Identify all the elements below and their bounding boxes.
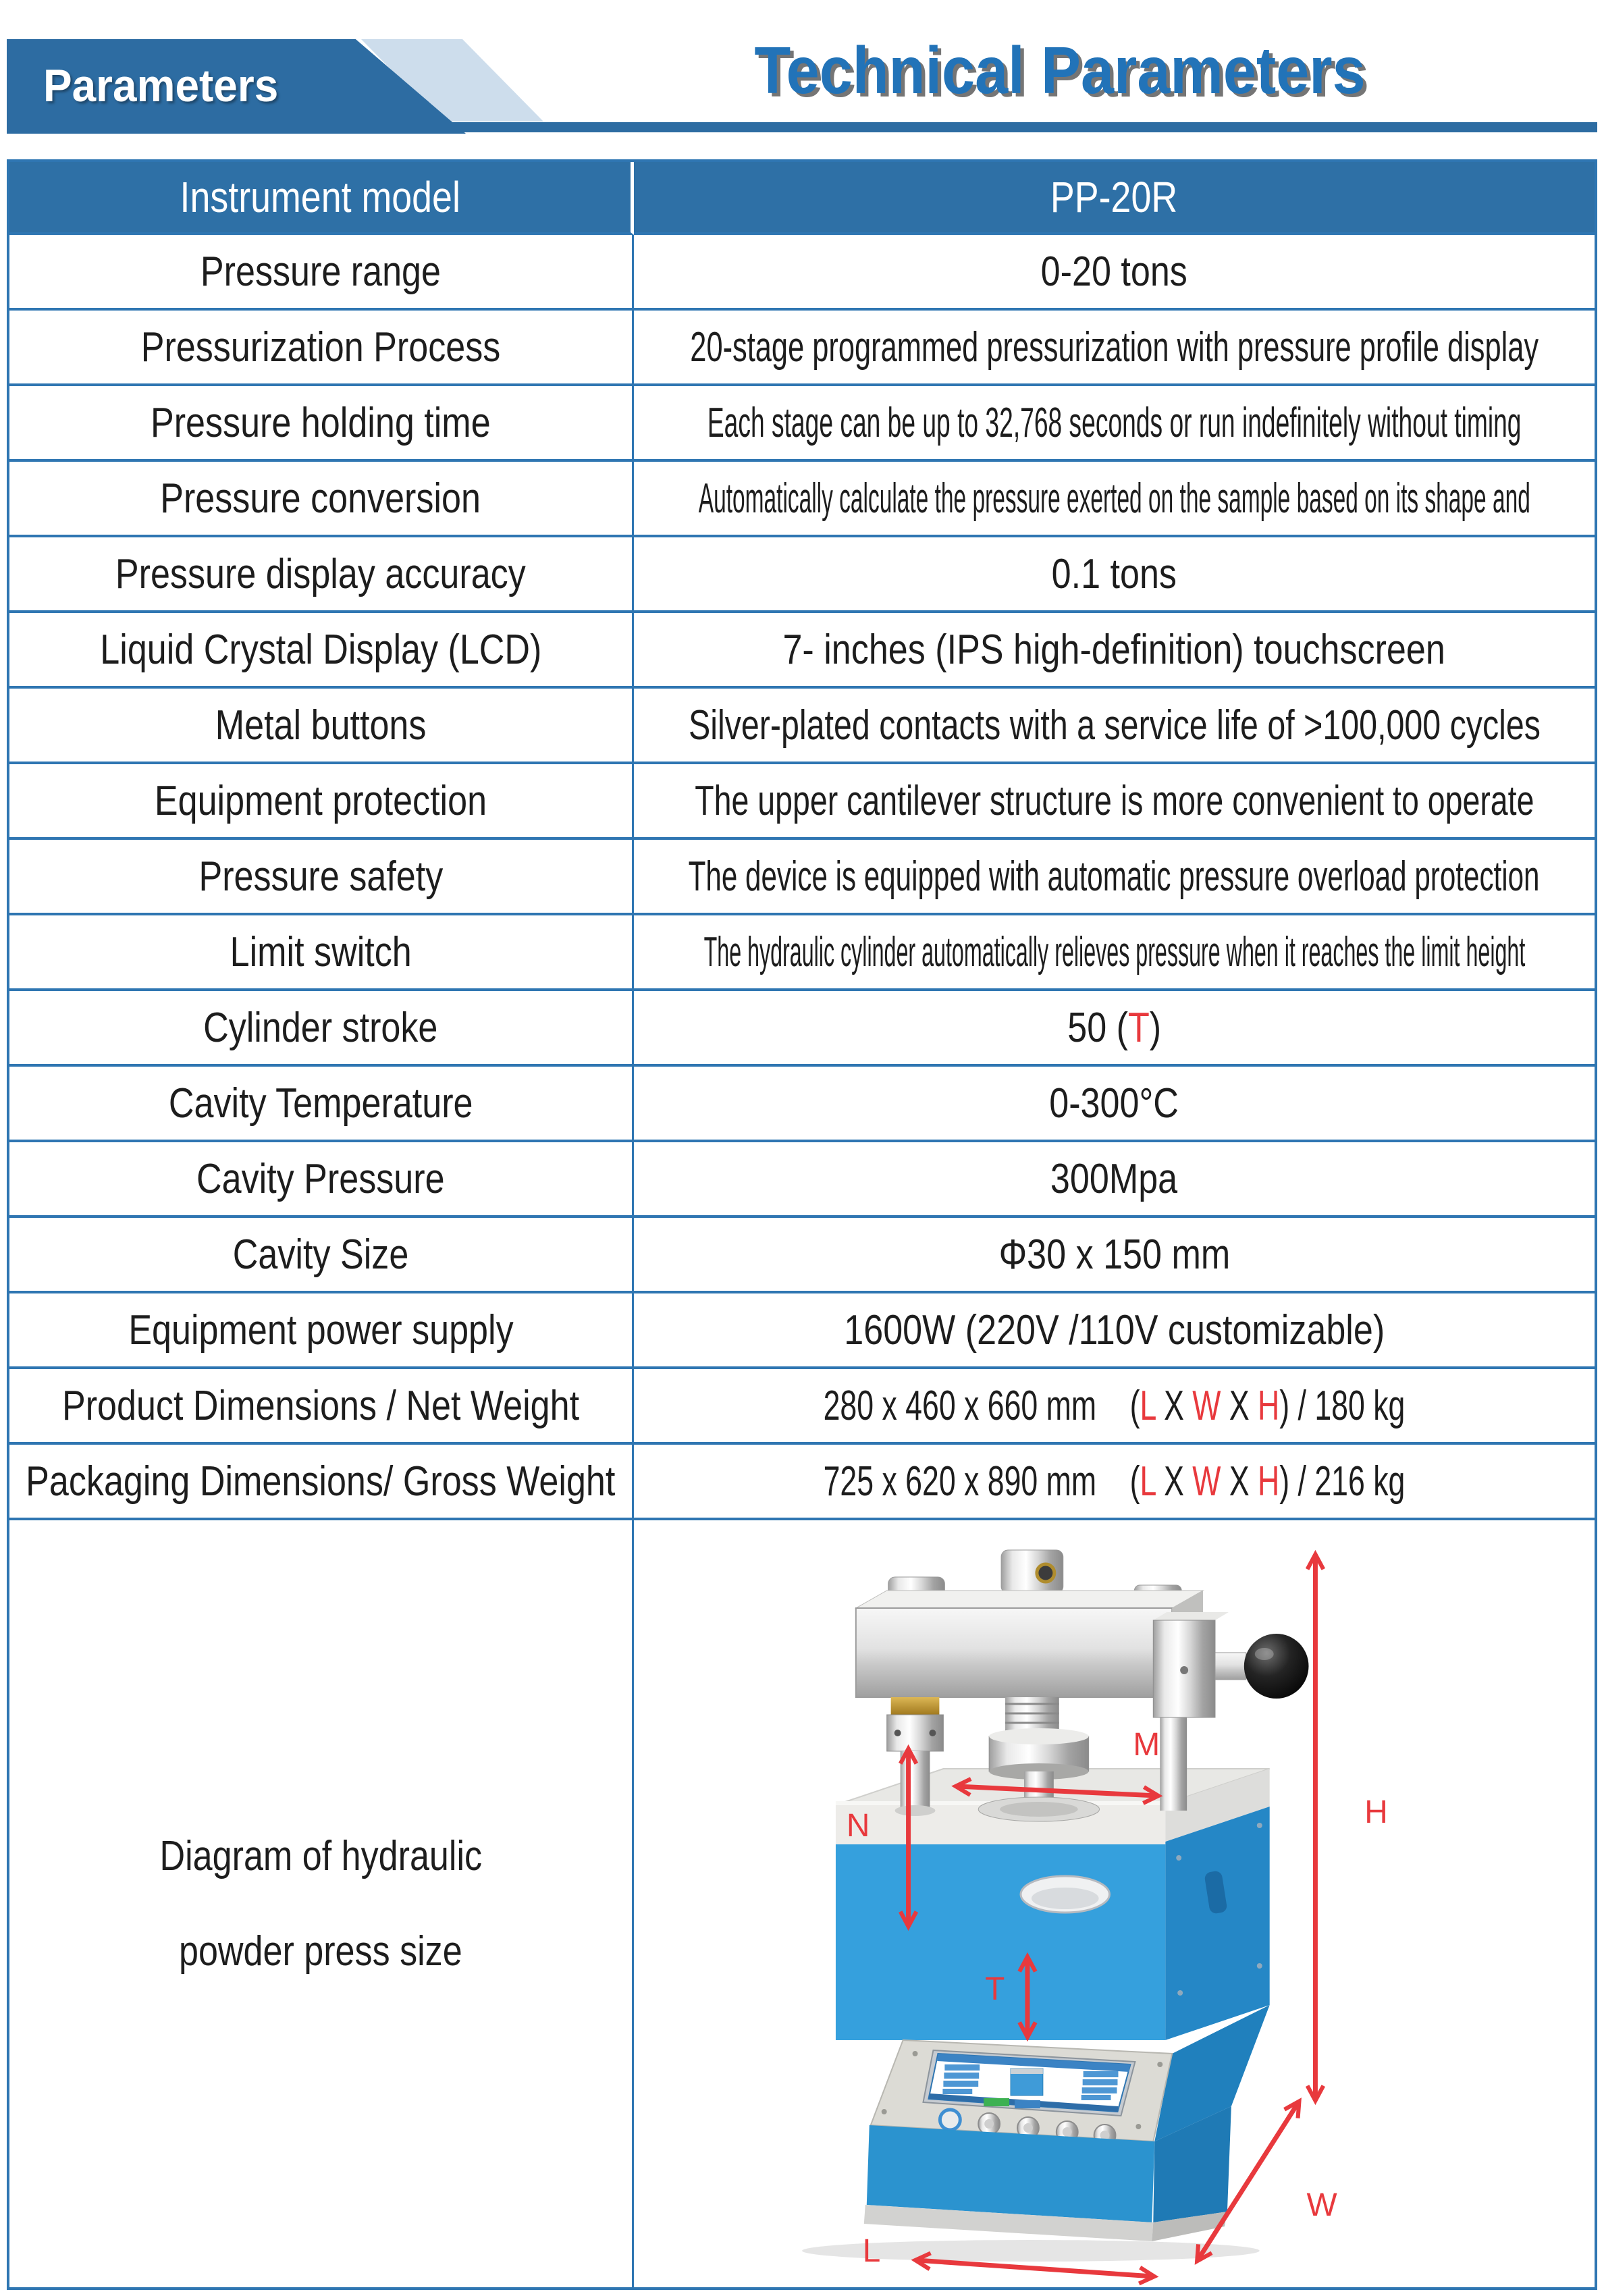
- header-param-cell: Instrument model: [9, 162, 634, 235]
- param-limit-switch: Limit switch: [9, 915, 634, 991]
- param-cavity-pressure: Cavity Pressure: [9, 1142, 634, 1218]
- param-cavity-temperature: Cavity Temperature: [9, 1067, 634, 1142]
- banner-ribbon-label: Parameters: [43, 60, 279, 111]
- value-product-dimensions: 280 x 460 x 660 mm (L X W X H) / 180 kg: [634, 1369, 1595, 1445]
- dimension-label-w: W: [1306, 2187, 1337, 2224]
- value-cylinder-stroke: 50 (T): [634, 991, 1595, 1067]
- banner-underline-bar: [7, 122, 1597, 132]
- brass-ring: [891, 1697, 940, 1715]
- dimension-label-n: N: [846, 1807, 870, 1844]
- param-pressure-conversion: Pressure conversion: [9, 462, 634, 537]
- press-size-diagram-cell: [634, 1520, 1595, 2287]
- hydraulic-press-diagram: [634, 1520, 1595, 2287]
- param-pressure-safety: Pressure safety: [9, 840, 634, 915]
- value-lcd: 7- inches (IPS high-definition) touchscreen: [634, 613, 1595, 689]
- value-pressure-range: 0-20 tons: [634, 235, 1595, 311]
- header-value-cell: PP-20R: [634, 162, 1595, 235]
- value-limit-switch: The hydraulic cylinder automatically relieves pressure when it reaches the limit height: [634, 915, 1595, 991]
- param-pressure-display-accuracy: Pressure display accuracy: [9, 537, 634, 613]
- diagram-label-line2: powder press size: [179, 1928, 462, 1975]
- value-cavity-size: Φ30 x 150 mm: [634, 1218, 1595, 1293]
- technical-parameters-table: [7, 159, 1597, 2290]
- dimension-label-l: L: [862, 2233, 881, 2270]
- value-equipment-protection: The upper cantilever structure is more convenient to operate: [634, 764, 1595, 840]
- param-equipment-power-supply: Equipment power supply: [9, 1293, 634, 1369]
- ball-handle: [1244, 1634, 1309, 1699]
- power-button: [940, 2110, 960, 2130]
- value-packaging-dimensions: 725 x 620 x 890 mm (L X W X H) / 216 kg: [634, 1445, 1595, 1520]
- param-cavity-size: Cavity Size: [9, 1218, 634, 1293]
- param-metal-buttons: Metal buttons: [9, 689, 634, 764]
- value-pressurization-process: 20-stage programmed pressurization with pressure profile display: [634, 311, 1595, 386]
- param-packaging-dimensions: Packaging Dimensions/ Gross Weight: [9, 1445, 634, 1520]
- value-cavity-temperature: 0-300°C: [634, 1067, 1595, 1142]
- value-pressure-holding-time: Each stage can be up to 32,768 seconds or run indefinitely without timing: [634, 386, 1595, 462]
- value-cavity-pressure: 300Mpa: [634, 1142, 1595, 1218]
- value-metal-buttons: Silver-plated contacts with a service life of >100,000 cycles: [634, 689, 1595, 764]
- param-pressure-range: Pressure range: [9, 235, 634, 311]
- dimension-label-t: T: [985, 1971, 1005, 2008]
- left-piston: [901, 1751, 930, 1811]
- dimension-arrow-l: [917, 2260, 1154, 2276]
- cantilever-crossbar: [856, 1608, 1172, 1697]
- value-pressure-display-accuracy: 0.1 tons: [634, 537, 1595, 613]
- dimension-label-h: H: [1364, 1794, 1388, 1831]
- param-product-dimensions: Product Dimensions / Net Weight: [9, 1369, 634, 1445]
- handle-arm: [1215, 1653, 1246, 1680]
- param-pressure-holding-time: Pressure holding time: [9, 386, 634, 462]
- param-equipment-protection: Equipment protection: [9, 764, 634, 840]
- param-diagram-label: [9, 1520, 634, 2287]
- param-cylinder-stroke: Cylinder stroke: [9, 991, 634, 1067]
- param-pressurization-process: Pressurization Process: [9, 311, 634, 386]
- page-title: Technical Parameters: [754, 33, 1366, 107]
- param-lcd: Liquid Crystal Display (LCD): [9, 613, 634, 689]
- value-pressure-conversion: Automatically calculate the pressure exerted on the sample based on its shape and: [634, 462, 1595, 537]
- value-equipment-power-supply: 1600W (220V /110V customizable): [634, 1293, 1595, 1369]
- diagram-label-line1: Diagram of hydraulic: [159, 1833, 482, 1879]
- dimension-label-m: M: [1133, 1726, 1160, 1763]
- value-pressure-safety: The device is equipped with automatic pressure overload protection: [634, 840, 1595, 915]
